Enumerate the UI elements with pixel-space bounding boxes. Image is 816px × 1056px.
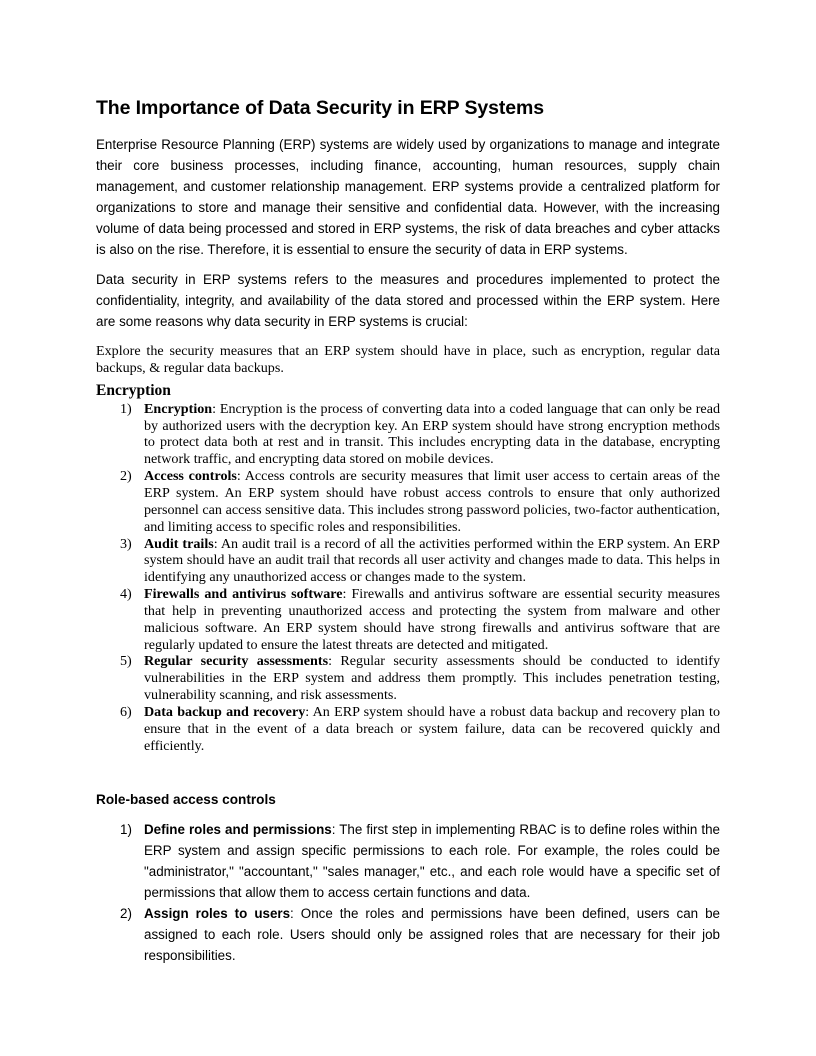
list-item <box>96 586 720 653</box>
list-number: 3) <box>120 535 132 552</box>
list-term: Firewalls and antivirus software <box>144 586 343 603</box>
intro-paragraph-2: Data security in ERP systems refers to the measures and procedures implemented to protect the confidentiality, integrity, and availability of the data stored and processed within the ERP system. Here are some reasons why data security in ERP systems is crucial: <box>96 272 720 330</box>
list-term: Data backup and recovery <box>144 703 306 720</box>
list-text: : Access controls are security measures that limit user access to certain areas of the ERP system. An ERP system should have robust access controls to ensure that only authorized personnel can access sensitive data. This includes strong password policies, two-factor authentication, and limiting access to specific roles and responsibilities. <box>144 468 720 535</box>
list-text: : Regular security assessments should be conducted to identify vulnerabilities in the ERP system and address them promptly. This includes penetration testing, vulnerability scanning, and risk assessments. <box>144 653 721 704</box>
list-term: Encryption <box>144 400 213 417</box>
list-text: : Encryption is the process of converting data into a coded language that can only be read by authorized users with the decryption key. An ERP system should have strong encryption methods to protect data both at rest and in transit. This includes encrypting data in the database, encrypting network traffic, and encrypting data stored on mobile devices. <box>144 400 720 468</box>
list-item <box>96 401 720 468</box>
explore-paragraph: Explore the security measures that an ERP system should have in place, such as encryption, regular data backups, & regular data backups. <box>96 343 720 376</box>
list-text: : The first step in implementing RBAC is to define roles within the ERP system and assign specific permissions to each role. For example, the roles could be "administrator," "accountant," "sales manager," etc., and each role would have a specific set of permissions that allow them to access certain functions and data. <box>144 822 720 901</box>
list-term: Regular security assessments <box>144 653 329 670</box>
page-title: The Importance of Data Security in ERP Systems <box>96 97 545 119</box>
list-number: 5) <box>120 653 132 670</box>
list-term: Audit trails <box>144 535 214 552</box>
list-number: 4) <box>120 586 132 603</box>
list-number: 1) <box>120 400 132 417</box>
encryption-heading: Encryption <box>96 381 171 399</box>
list-item <box>96 468 720 535</box>
list-text: : An ERP system should have a robust data backup and recovery plan to ensure that in the event of a data breach or system failure, data can be recovered quickly and efficiently. <box>144 703 720 754</box>
list-item <box>96 704 720 755</box>
list-text: : An audit trail is a record of all the activities performed within the ERP system. An ERP system should have an audit trail that records all user activity and changes made to data. This helps in identifying any unauthorized access or changes made to the system. <box>144 535 720 586</box>
list-term: Access controls <box>144 468 237 485</box>
encryption-list <box>96 401 720 755</box>
list-item <box>96 820 720 904</box>
list-text: : Firewalls and antivirus software are essential security measures that help in preventing unauthorized access and protecting the system from malware and other malicious software. An ERP system should have strong firewalls and antivirus software that are regularly updated to ensure the latest threats are detected and mitigated. <box>144 586 720 653</box>
list-number: 2) <box>120 906 132 922</box>
list-text: : Once the roles and permissions have been defined, users can be assigned to each role. Users should only be assigned roles that are necessary for their job responsibilities. <box>144 906 720 963</box>
list-number: 2) <box>120 468 132 485</box>
rbac-heading: Role-based access controls <box>96 792 276 808</box>
list-item <box>96 653 720 704</box>
list-term: Define roles and permissions <box>144 822 332 838</box>
intro-paragraph-1: Enterprise Resource Planning (ERP) systems are widely used by organizations to manage and integrate their core business processes, including finance, accounting, human resources, supply chain management, and customer relationship management. ERP systems provide a centralized platform for organizations to store and manage their sensitive and confidential data. However, with the increasing volume of data being processed and stored in ERP systems, the risk of data breaches and cyber attacks is also on the rise. Therefore, it is essential to ensure the security of data in ERP systems. <box>96 137 720 257</box>
list-number: 1) <box>120 822 132 838</box>
list-term: Assign roles to users <box>144 906 291 922</box>
rbac-list <box>96 820 720 966</box>
list-item <box>96 904 720 967</box>
list-number: 6) <box>120 703 132 720</box>
list-item <box>96 536 720 587</box>
document-page <box>96 95 720 967</box>
